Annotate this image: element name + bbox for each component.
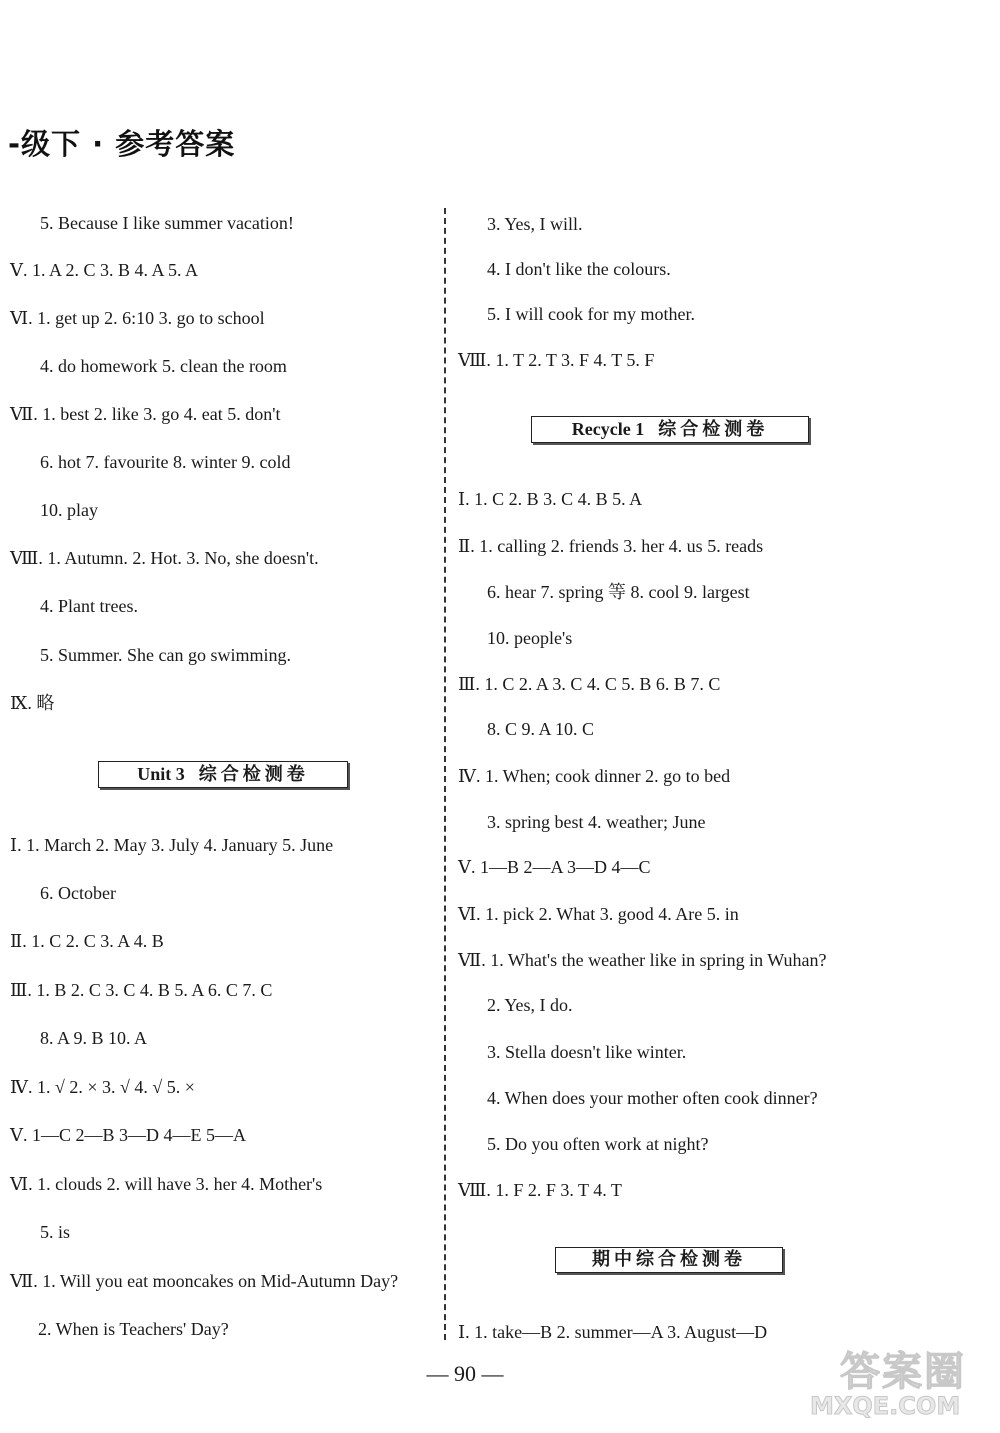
section-title-cn: 综合检测卷	[658, 419, 769, 440]
answer-line: 8. A 9. B 10. A	[40, 1028, 148, 1048]
answer-line: 3. spring best 4. weather; June	[487, 812, 706, 832]
answer-line: 5. Summer. She can go swimming.	[40, 645, 291, 665]
watermark-url: MXQE.COM	[810, 1392, 961, 1420]
answer-line: Ⅰ. 1. C 2. B 3. C 4. B 5. A	[458, 489, 643, 509]
answer-line: Ⅶ. 1. best 2. like 3. go 4. eat 5. don't	[10, 404, 281, 424]
answer-line: Ⅲ. 1. C 2. A 3. C 4. C 5. B 6. B 7. C	[458, 674, 721, 694]
answer-line: Ⅴ. 1. A 2. C 3. B 4. A 5. A	[10, 260, 199, 280]
answer-line: Ⅰ. 1. March 2. May 3. July 4. January 5. June	[10, 835, 334, 855]
answer-line: Ⅶ. 1. Will you eat mooncakes on Mid-Autumn Day?	[10, 1271, 399, 1291]
answer-line: 4. I don't like the colours.	[487, 259, 671, 279]
answer-line: Ⅶ. 1. What's the weather like in spring in Wuhan?	[458, 950, 827, 970]
answer-line: 2. Yes, I do.	[487, 995, 573, 1015]
column-divider	[444, 208, 446, 1340]
answer-line: Ⅰ. 1. take—B 2. summer—A 3. August—D	[458, 1322, 768, 1342]
section-title-en: Recycle 1	[571, 419, 645, 439]
section-title-cn: 期中综合检测卷	[592, 1249, 746, 1270]
answer-line: Ⅵ. 1. pick 2. What 3. good 4. Are 5. in	[458, 904, 739, 924]
answer-line: 3. Stella doesn't like winter.	[487, 1042, 687, 1062]
answer-line: 3. Yes, I will.	[487, 214, 583, 234]
answer-line: 4. do homework 5. clean the room	[40, 356, 287, 376]
answer-line: 5. Because I like summer vacation!	[40, 213, 294, 233]
answer-line: Ⅱ. 1. C 2. C 3. A 4. B	[10, 931, 164, 951]
page-header-title: -级下 · 参考答案	[8, 127, 236, 161]
answer-line: 5. is	[40, 1222, 71, 1242]
answer-line: 6. October	[40, 883, 116, 903]
answer-line: Ⅷ. 1. T 2. T 3. F 4. T 5. F	[458, 350, 655, 370]
section-title-cn: 综合检测卷	[198, 764, 309, 785]
answer-line: Ⅲ. 1. B 2. C 3. C 4. B 5. A 6. C 7. C	[10, 980, 273, 1000]
answer-line: Ⅳ. 1. √ 2. × 3. √ 4. √ 5. ×	[10, 1077, 195, 1097]
page-number: — 90 —	[426, 1361, 504, 1386]
answer-line: 5. Do you often work at night?	[487, 1134, 709, 1154]
watermark-logo-text: 答案圈	[840, 1349, 966, 1395]
answer-line: Ⅳ. 1. When; cook dinner 2. go to bed	[458, 766, 731, 786]
answer-line: 6. hear 7. spring 等 8. cool 9. largest	[487, 582, 750, 602]
watermark	[810, 1340, 990, 1425]
section-title-unit3	[98, 761, 348, 788]
answer-line: 6. hot 7. favourite 8. winter 9. cold	[40, 452, 291, 472]
section-title-en: Unit 3	[137, 764, 185, 784]
answer-line: 2. When is Teachers' Day?	[38, 1319, 229, 1339]
answer-line: 10. play	[40, 500, 98, 520]
answer-line: 4. When does your mother often cook dinner?	[487, 1088, 818, 1108]
answer-line: Ⅵ. 1. get up 2. 6:10 3. go to school	[10, 308, 265, 328]
answer-line: 5. I will cook for my mother.	[487, 304, 695, 324]
section-title-recycle1	[531, 416, 809, 443]
section-title-midterm	[555, 1247, 783, 1273]
answer-line: 10. people's	[487, 628, 573, 648]
answer-line: Ⅱ. 1. calling 2. friends 3. her 4. us 5. reads	[458, 536, 764, 556]
answer-line: Ⅴ. 1—C 2—B 3—D 4—E 5—A	[10, 1125, 247, 1145]
answer-line: Ⅸ. 略	[10, 693, 55, 713]
answer-line: Ⅵ. 1. clouds 2. will have 3. her 4. Mother's	[10, 1174, 323, 1194]
answer-line: Ⅷ. 1. Autumn. 2. Hot. 3. No, she doesn't.	[10, 548, 319, 568]
answer-line: 4. Plant trees.	[40, 596, 138, 616]
answer-line: 8. C 9. A 10. C	[487, 719, 595, 739]
answer-line: Ⅴ. 1—B 2—A 3—D 4—C	[458, 857, 651, 877]
answer-line: Ⅷ. 1. F 2. F 3. T 4. T	[458, 1180, 622, 1200]
